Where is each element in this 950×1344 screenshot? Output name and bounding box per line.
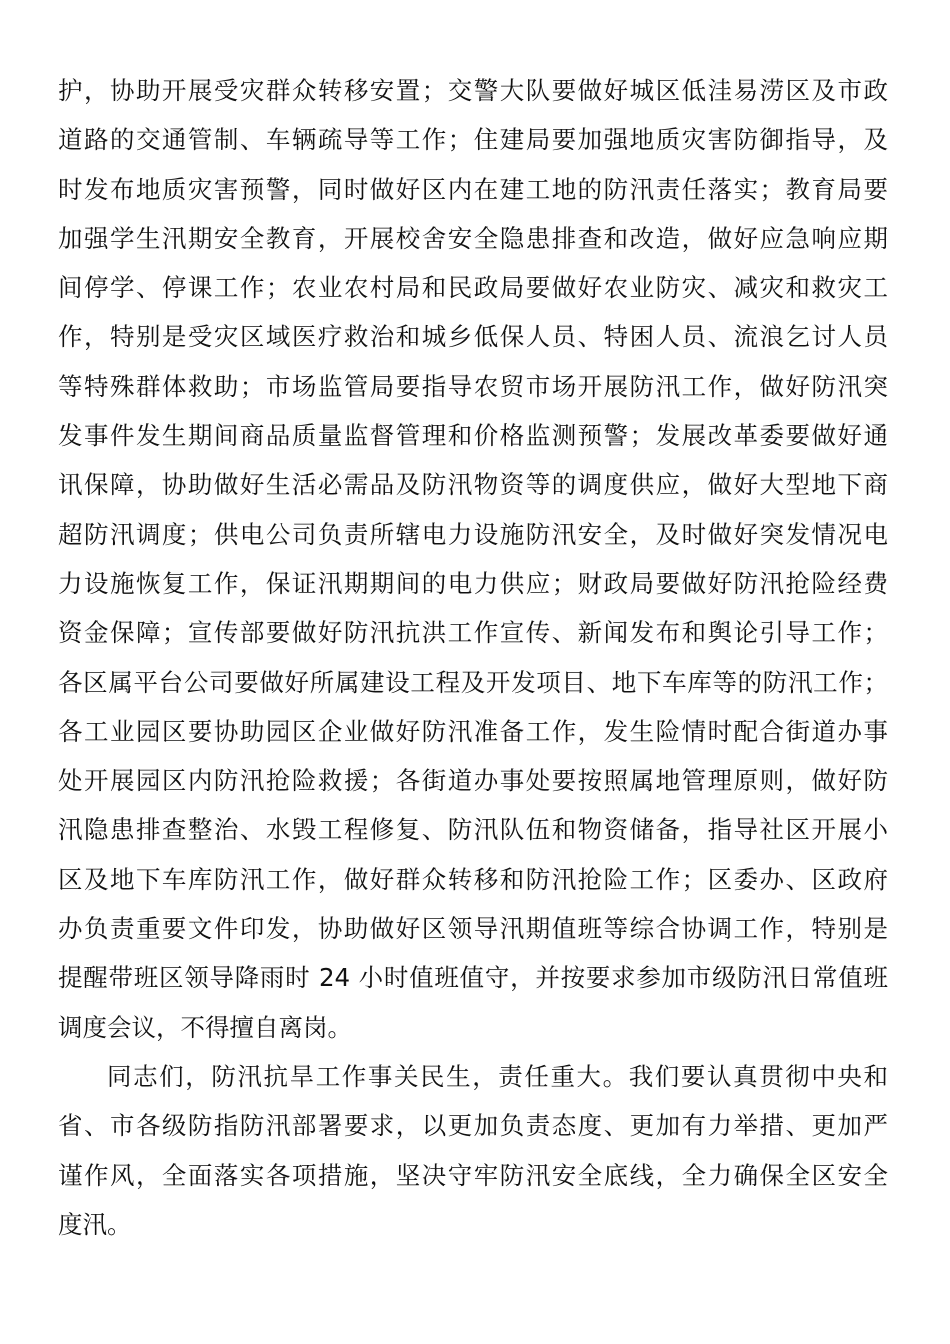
text-line: 提醒带班区领导降雨时 24 小时值班值守，并按要求参加市级防汛日常值班	[58, 963, 888, 993]
text-line: 谨作风，全面落实各项措施，坚决守牢防汛安全底线，全力确保全区安全	[58, 1160, 888, 1190]
text-line: 省、市各级防指防汛部署要求，以更加负责态度、更加有力举措、更加严	[58, 1111, 888, 1141]
text-line: 办负责重要文件印发，协助做好区领导汛期值班等综合协调工作，特别是	[58, 914, 888, 944]
text-line: 作，特别是受灾区域医疗救治和城乡低保人员、特困人员、流浪乞讨人员	[58, 322, 888, 352]
text-line: 时发布地质灾害预警，同时做好区内在建工地的防汛责任落实；教育局要	[58, 174, 888, 204]
text-line: 各工业园区要协助园区企业做好防汛准备工作，发生险情时配合街道办事	[58, 716, 888, 746]
text-line: 讯保障，协助做好生活必需品及防汛物资等的调度供应，做好大型地下商	[58, 470, 888, 500]
text-line: 各区属平台公司要做好所属建设工程及开发项目、地下车库等的防汛工作；	[58, 667, 888, 697]
text-line: 力设施恢复工作，保证汛期期间的电力供应；财政局要做好防汛抢险经费	[58, 568, 888, 598]
paragraph-closing	[58, 1052, 888, 1249]
text-line: 加强学生汛期安全教育，开展校舍安全隐患排查和改造，做好应急响应期	[58, 223, 888, 253]
text-line: 道路的交通管制、车辆疏导等工作；住建局要加强地质灾害防御指导，及	[58, 125, 888, 155]
text-line: 同志们，防汛抗旱工作事关民生，责任重大。我们要认真贯彻中央和	[107, 1061, 888, 1091]
text-line: 资金保障；宣传部要做好防汛抗洪工作宣传、新闻发布和舆论引导工作；	[58, 618, 888, 648]
text-line: 度汛。	[58, 1209, 132, 1239]
text-line: 发事件发生期间商品质量监督管理和价格监测预警；发展改革委要做好通	[58, 421, 888, 451]
text-line: 超防汛调度；供电公司负责所辖电力设施防汛安全，及时做好突发情况电	[58, 519, 888, 549]
text-line: 处开展园区内防汛抢险救援；各街道办事处要按照属地管理原则，做好防	[58, 766, 888, 796]
text-line: 间停学、停课工作；农业农村局和民政局要做好农业防灾、减灾和救灾工	[58, 273, 888, 303]
document-body	[58, 66, 888, 1249]
text-line: 等特殊群体救助；市场监管局要指导农贸市场开展防汛工作，做好防汛突	[58, 371, 888, 401]
text-line: 护，协助开展受灾群众转移安置；交警大队要做好城区低洼易涝区及市政	[58, 76, 888, 105]
paragraph-responsibilities	[58, 66, 888, 1052]
text-line: 调度会议，不得擅自离岗。	[58, 1012, 352, 1042]
text-line: 汛隐患排查整治、水毁工程修复、防汛队伍和物资储备，指导社区开展小	[58, 815, 888, 845]
text-line: 区及地下车库防汛工作，做好群众转移和防汛抢险工作；区委办、区政府	[58, 864, 888, 894]
